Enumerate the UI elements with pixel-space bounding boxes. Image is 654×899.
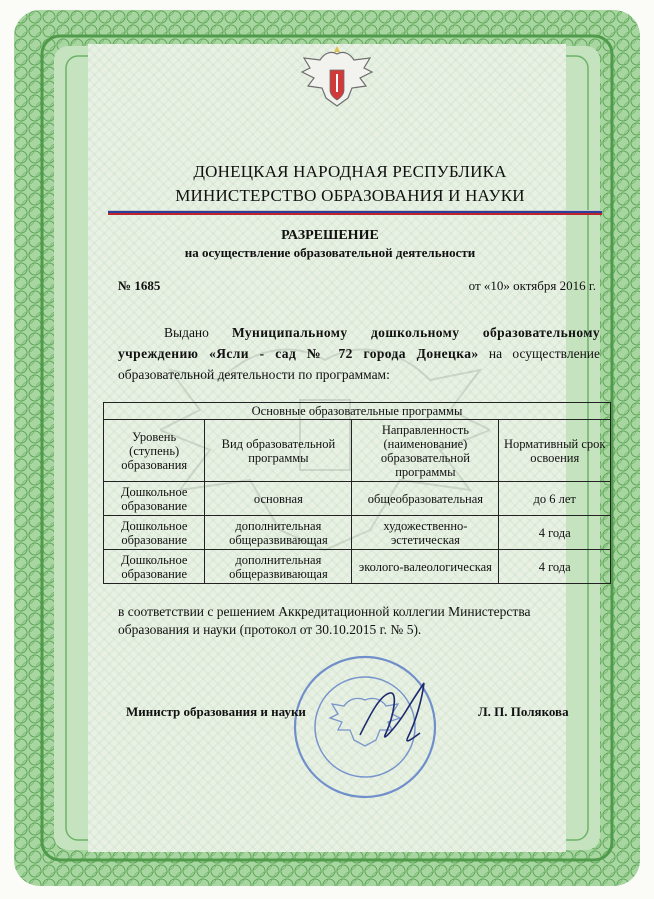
table-cell: эколого-валеологическая [352,550,499,584]
issued-paragraph [118,322,600,385]
table-cell: дополнительная общеразвивающая [205,516,352,550]
table-cell: 4 года [499,516,611,550]
table-cell: Дошкольное образование [104,550,205,584]
document-subtitle: на осуществление образовательной деятельности [184,245,476,260]
table-row [104,482,611,516]
table-cell: художественно-эстетическая [352,516,499,550]
column-header: Уровень (ступень) образования [104,420,205,482]
recipient-name: Муниципальному дошкольному образовательному учреждению «Ясли - сад № 72 города Донецка» [118,325,601,361]
column-header: Направленность (наименование) образовательной программы [352,420,499,482]
table-cell: Дошкольное образование [104,516,205,550]
document-title: РАЗРЕШЕНИЕ [281,228,379,243]
table-group-header: Основные образовательные программы [104,403,611,420]
table-row [104,516,611,550]
table-cell: 4 года [499,550,611,584]
minister-title: Министр образования и науки [126,704,306,719]
flag-divider [108,210,602,215]
programs-table [103,402,611,584]
minister-name: Л. П. Полякова [478,704,569,719]
table-cell: общеобразовательная [352,482,499,516]
coat-of-arms-icon [296,40,378,122]
column-header: Нормативный срок освоения [499,420,611,482]
issued-suffix: на осуществление образовательной деятельности по программам: [118,346,601,382]
table-row [104,550,611,584]
document-number: № 1685 [118,278,161,293]
table-cell: до 6 лет [499,482,611,516]
table-cell: основная [205,482,352,516]
column-header: Вид образовательной программы [205,420,352,482]
table-cell: Дошкольное образование [104,482,205,516]
document-date: от «10» октября 2016 г. [468,278,596,293]
table-cell: дополнительная общеразвивающая [205,550,352,584]
basis-paragraph: в соответствии с решением Аккредитационной коллегии Министерства образования и науки (протокол от 30.10.2015 г. № 5). [118,604,531,637]
signature-icon [350,675,440,755]
issued-prefix: Выдано [164,325,209,340]
ministry-heading: МИНИСТЕРСТВО ОБРАЗОВАНИЯ И НАУКИ [175,186,525,205]
republic-heading: ДОНЕЦКАЯ НАРОДНАЯ РЕСПУБЛИКА [193,162,507,181]
